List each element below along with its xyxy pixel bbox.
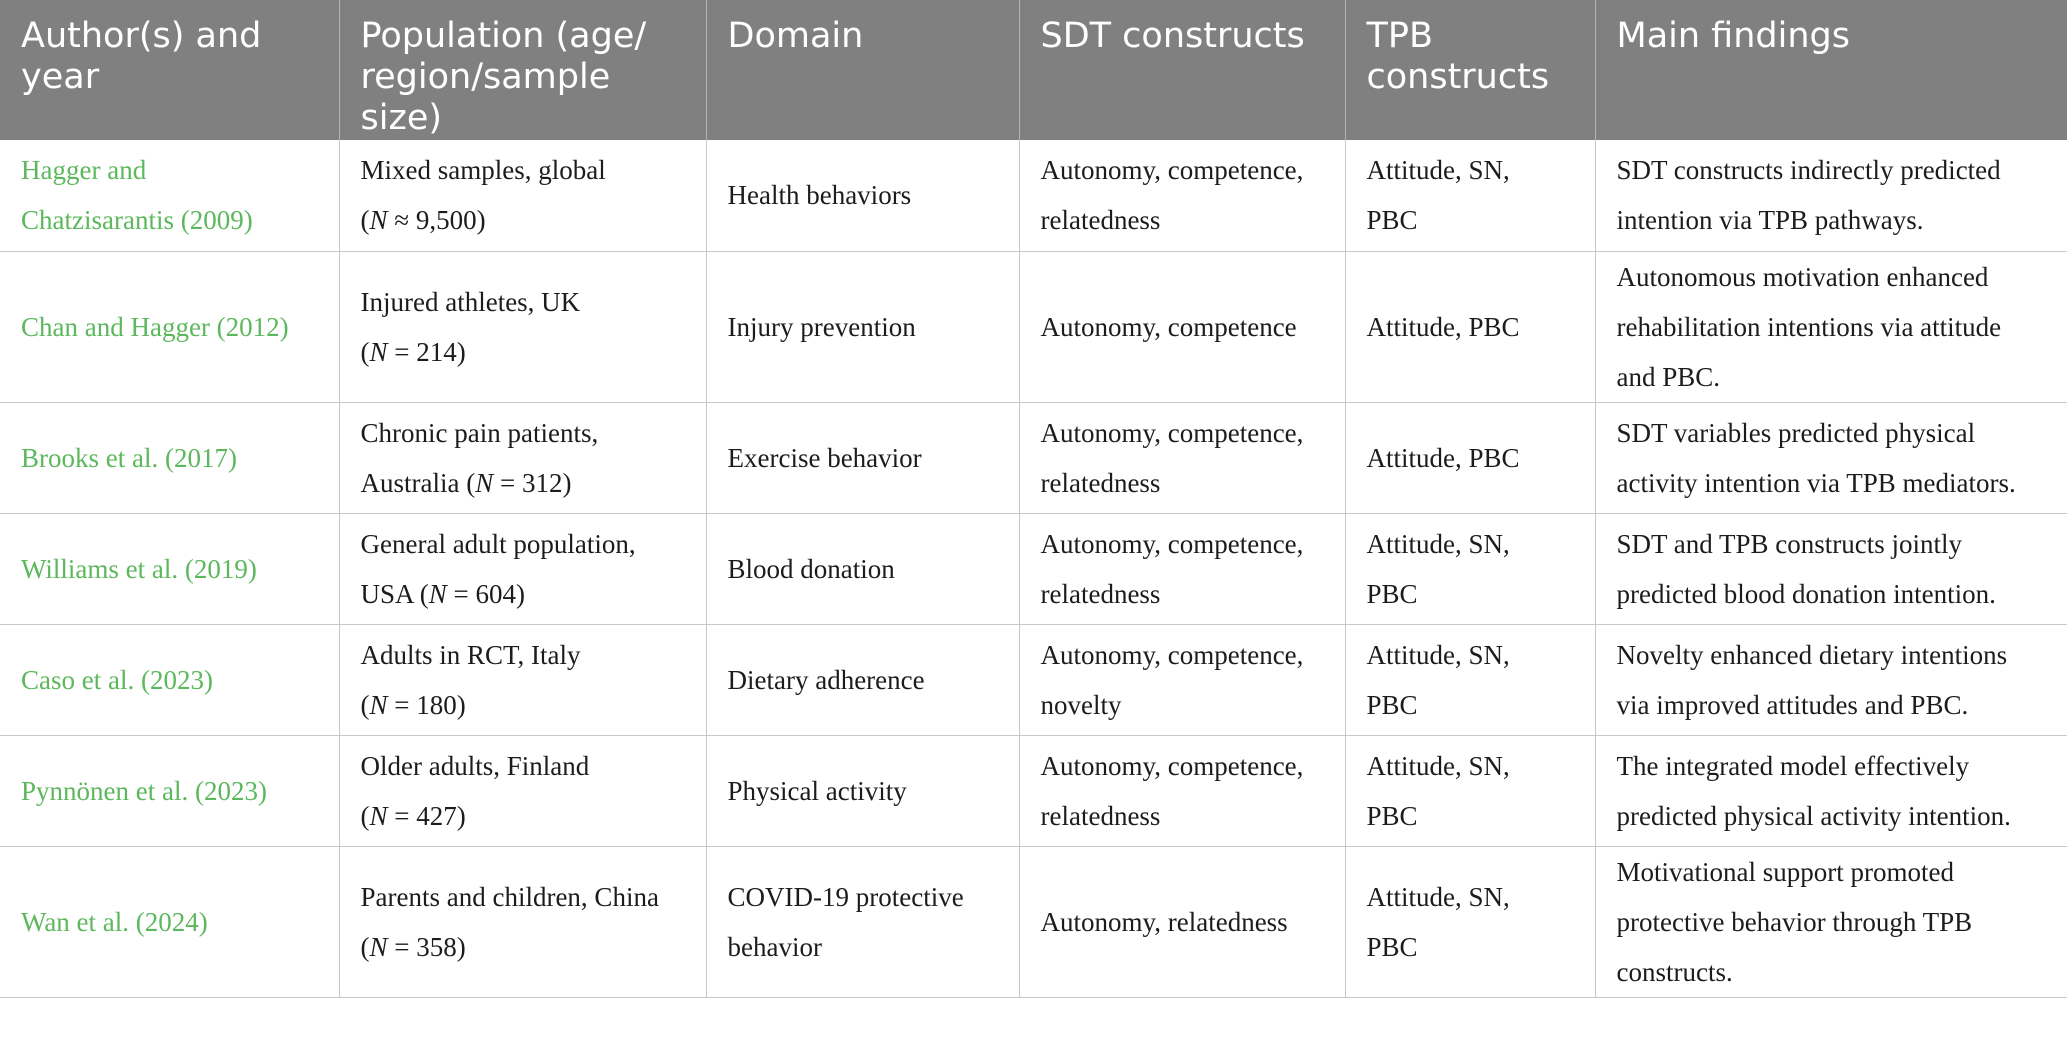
cell-line: via improved attitudes and PBC. [1616,689,1969,720]
cell-sdt-constructs [1019,251,1345,402]
header-line: constructs [1366,57,1550,97]
header-main-findings [1595,0,2067,140]
cell-line: Attitude, SN, [1366,639,1510,670]
cell-sdt-constructs [1019,846,1345,997]
header-domain [706,0,1019,140]
cell-line: PBC [1366,578,1418,609]
cell-main-findings [1595,513,2067,624]
cell-line: intention via TPB pathways. [1616,205,1924,236]
cell-sdt-constructs [1019,624,1345,735]
cell-line: General adult population, [360,528,636,559]
cell-line: Autonomy, competence, [1040,155,1304,186]
cell-line: The integrated model effectively [1616,750,1970,781]
cell-main-findings [1595,140,2067,251]
table-row [0,402,2067,513]
cell-line: relatedness [1040,800,1161,831]
header-line: Population (age/ [360,16,647,56]
cell-line: Motivational support promoted [1616,856,1954,887]
cell-population [339,846,706,997]
author-link-line[interactable]: Chatzisarantis (2009) [21,205,253,236]
table-row [0,846,2067,997]
cell-main-findings [1595,251,2067,402]
table-row [0,624,2067,735]
sample-size-symbol: N [369,336,388,367]
sample-size-symbol: N [369,689,388,720]
cell-main-findings [1595,624,2067,735]
cell-sdt-constructs [1019,140,1345,251]
cell-line: Parents and children, China [360,881,659,912]
table-header-row [0,0,2067,140]
cell-sdt-constructs [1019,513,1345,624]
header-line: SDT constructs [1040,16,1305,56]
sample-size-symbol: N [369,800,388,831]
header-population [339,0,706,140]
cell-line: Injury prevention [727,311,916,342]
author-link-line[interactable]: Pynnönen et al. (2023) [21,775,267,806]
cell-line: Autonomous motivation enhanced [1616,261,1989,292]
cell-line: Autonomy, competence, [1040,639,1304,670]
cell-domain [706,402,1019,513]
cell-domain [706,846,1019,997]
cell-author[interactable] [0,251,339,402]
cell-line: Attitude, SN, [1366,881,1510,912]
author-link-line[interactable]: Williams et al. (2019) [21,553,257,584]
cell-line: SDT variables predicted physical [1616,417,1976,448]
cell-tpb-constructs [1345,251,1595,402]
cell-domain [706,251,1019,402]
header-tpb-constructs [1345,0,1595,140]
cell-population [339,251,706,402]
table-row [0,140,2067,251]
cell-line: Attitude, SN, [1366,528,1510,559]
cell-author[interactable] [0,846,339,997]
cell-tpb-constructs [1345,735,1595,846]
cell-author[interactable] [0,140,339,251]
cell-population [339,735,706,846]
cell-line: Novelty enhanced dietary intentions [1616,639,2008,670]
cell-line: Autonomy, competence, [1040,528,1304,559]
cell-line: Attitude, PBC [1366,442,1520,473]
cell-population [339,624,706,735]
cell-line: PBC [1366,800,1418,831]
header-author-year [0,0,339,140]
cell-line: Autonomy, competence, [1040,750,1304,781]
cell-sdt-constructs [1019,735,1345,846]
cell-domain [706,140,1019,251]
cell-author[interactable] [0,402,339,513]
cell-line: Attitude, SN, [1366,155,1510,186]
cell-line: Exercise behavior [727,442,922,473]
cell-line: relatedness [1040,205,1161,236]
author-link-line[interactable]: Hagger and [21,155,147,186]
cell-line: Autonomy, competence, [1040,417,1304,448]
sample-size-symbol: N [428,578,447,609]
author-link-line[interactable]: Brooks et al. (2017) [21,442,237,473]
table-row [0,513,2067,624]
cell-line: relatedness [1040,467,1161,498]
cell-population [339,140,706,251]
cell-tpb-constructs [1345,846,1595,997]
header-line: size) [360,98,443,138]
cell-line: Autonomy, competence [1040,311,1297,342]
cell-sdt-constructs [1019,402,1345,513]
cell-line: USA (N = 604) [360,578,525,609]
cell-line: PBC [1366,931,1418,962]
header-line: year [21,57,100,97]
cell-line: Attitude, PBC [1366,311,1520,342]
cell-line: novelty [1040,689,1122,720]
cell-line: Health behaviors [727,180,912,211]
cell-tpb-constructs [1345,140,1595,251]
cell-line: behavior [727,931,822,962]
cell-line: Autonomy, relatedness [1040,906,1288,937]
cell-author[interactable] [0,735,339,846]
cell-line: relatedness [1040,578,1161,609]
cell-line: SDT and TPB constructs jointly [1616,528,1963,559]
sample-size-symbol: N [369,931,388,962]
cell-line: (N = 180) [360,689,466,720]
cell-main-findings [1595,846,2067,997]
cell-line: Injured athletes, UK [360,286,581,317]
cell-domain [706,624,1019,735]
cell-line: predicted physical activity intention. [1616,800,2011,831]
header-line: TPB [1366,16,1433,56]
cell-line: and PBC. [1616,361,1721,392]
sample-size-symbol: N [369,205,388,236]
header-sdt-constructs [1019,0,1345,140]
cell-line: (N = 358) [360,931,466,962]
cell-domain [706,735,1019,846]
cell-line: Older adults, Finland [360,750,590,781]
cell-line: rehabilitation intentions via attitude [1616,311,2002,342]
cell-population [339,513,706,624]
table-row [0,251,2067,402]
cell-line: activity intention via TPB mediators. [1616,467,2016,498]
cell-tpb-constructs [1345,402,1595,513]
cell-tpb-constructs [1345,624,1595,735]
cell-line: Physical activity [727,775,907,806]
header-line: Domain [727,16,864,56]
table-row [0,735,2067,846]
header-line: region/sample [360,57,611,97]
cell-line: Blood donation [727,553,895,584]
cell-population [339,402,706,513]
author-link-line[interactable]: Chan and Hagger (2012) [21,311,289,342]
author-link-line[interactable]: Wan et al. (2024) [21,906,208,937]
cell-line: (N = 427) [360,800,466,831]
cell-tpb-constructs [1345,513,1595,624]
cell-line: Mixed samples, global [360,155,606,186]
author-link-line[interactable]: Caso et al. (2023) [21,664,213,695]
cell-line: Dietary adherence [727,664,925,695]
cell-line: (N ≈ 9,500) [360,205,486,236]
cell-line: Australia (N = 312) [360,467,572,498]
sample-size-symbol: N [475,467,494,498]
table-body [0,140,2067,997]
cell-author[interactable] [0,624,339,735]
cell-domain [706,513,1019,624]
header-line: Main findings [1616,16,1850,56]
cell-line: PBC [1366,205,1418,236]
cell-line: constructs. [1616,956,1733,987]
cell-line: protective behavior through TPB [1616,906,1973,937]
cell-line: predicted blood donation intention. [1616,578,1996,609]
cell-line: (N = 214) [360,336,466,367]
cell-line: Adults in RCT, Italy [360,639,581,670]
cell-line: PBC [1366,689,1418,720]
header-line: Author(s) and [21,16,262,56]
cell-line: COVID-19 protective [727,881,964,912]
cell-main-findings [1595,402,2067,513]
cell-line: Chronic pain patients, [360,417,599,448]
cell-line: SDT constructs indirectly predicted [1616,155,2001,186]
cell-line: Attitude, SN, [1366,750,1510,781]
cell-main-findings [1595,735,2067,846]
cell-author[interactable] [0,513,339,624]
